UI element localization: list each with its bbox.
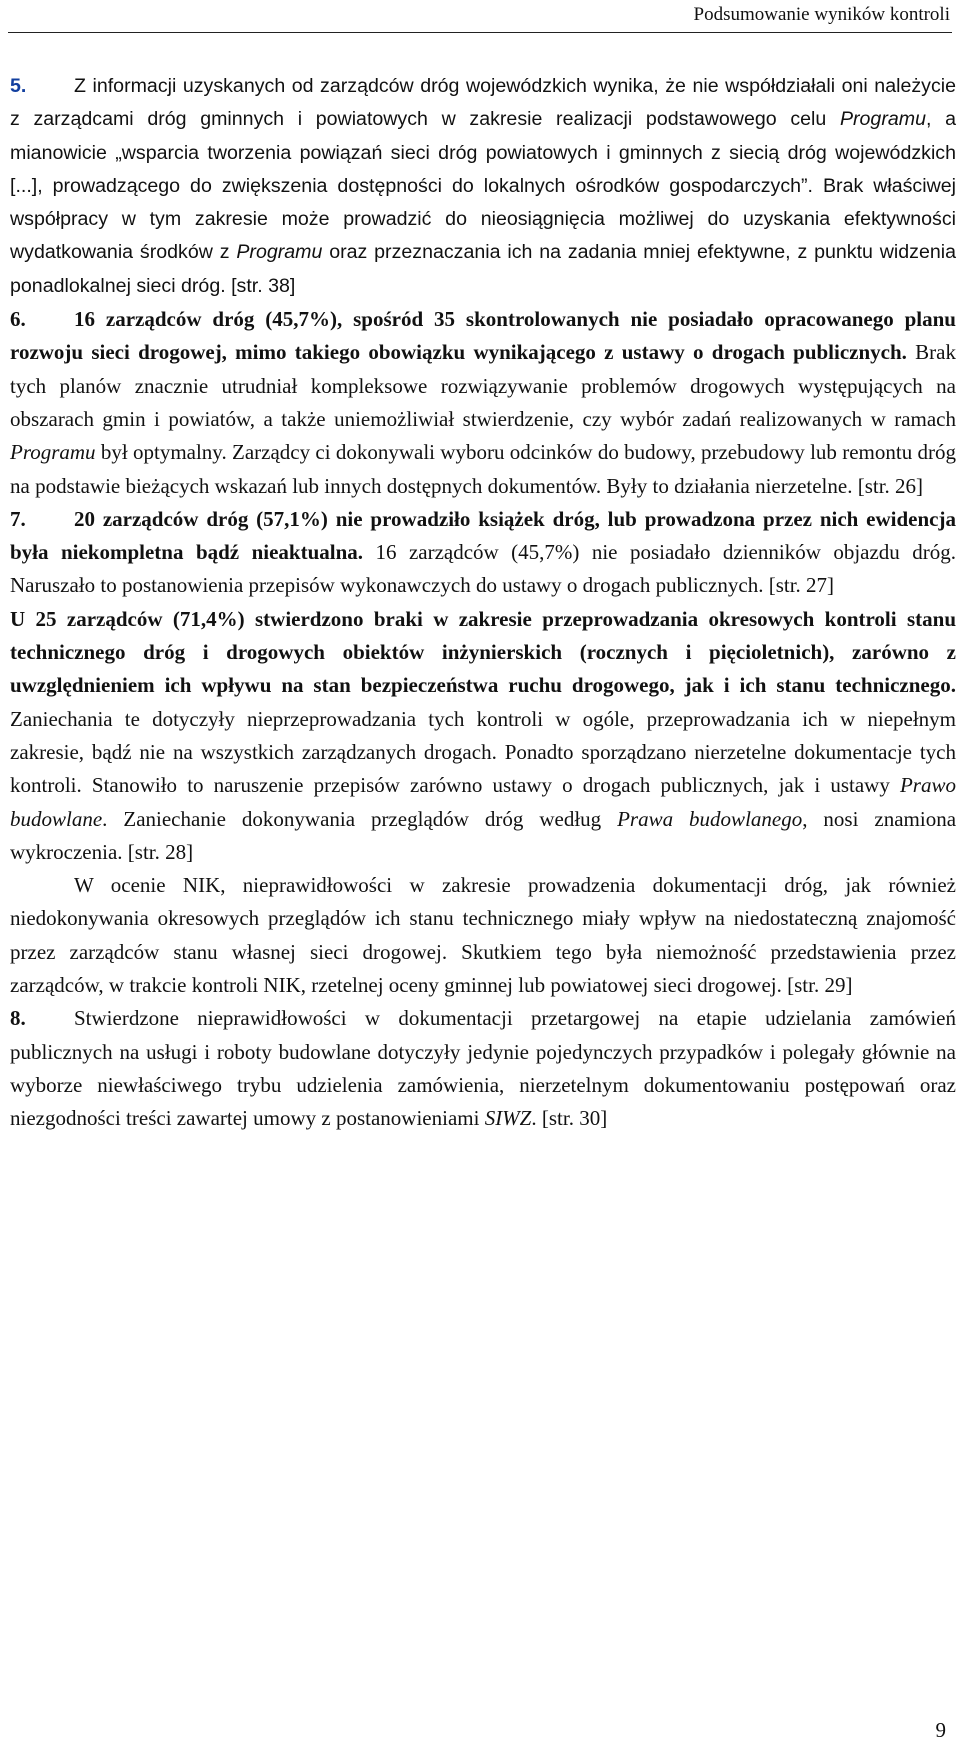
paragraph-7b: [10, 603, 956, 869]
text-run: . [str. 30]: [531, 1106, 608, 1131]
text-run: W ocenie NIK, nieprawidłowości w zakresie prowadzenia dokumentacji dróg, jak również niedokonywania okresowych przeglądów ich stanu technicznego miały wpływ na niedostateczną znajomość przez zarządców stanu własnej sieci drogowej. Skutkiem tego była niemożność przedstawienia przez zarządców, w trakcie kontroli NIK, rzetelnej oceny gminnej lub powiatowej sieci drogowej. [str. 29]: [10, 873, 956, 998]
text-run: 16 zarządców (45,7%) nie posiadało dzienników objazdu dróg. Naruszało to postanowienia przepisów wykonawczych do ustawy o drogach publicznych. [str. 27]: [10, 540, 957, 598]
paragraph-7: [10, 503, 956, 603]
text-run: Brak właściwej współpracy w tym zakresie może prowadzić do nieosiągnięcia możliwej do uzyskania efektywności wydatkowania środków z: [10, 174, 956, 264]
paragraph-8: [10, 1002, 956, 1135]
paragraph-5: [10, 70, 956, 303]
text-run-bold: U 25 zarządców (71,4%) stwierdzono braki w zakresie przeprowadzania okresowych kontroli stanu technicznego dróg i drogowych obiektów inżynierskich (rocznych i pięcioletnich), zarówno z uwzględnieniem ich wpływu na stan bezpieczeństwa ruchu drogowego, jak i ich stanu technicznego.: [10, 606, 956, 698]
text-run-italic: Programu: [839, 108, 926, 131]
text-run: Brak tych planów znacznie utrudniał kompleksowe rozwiązywanie problemów drogowych występujących na obszarach gmin i powiatów, a także uniemożliwiał stwierdzenie, czy wybór zadań realizowanych w ramach: [10, 340, 956, 431]
text-run-italic: Programu: [10, 440, 96, 465]
paragraph-7c: [10, 869, 956, 1002]
text-run: , a mianowicie „wsparcia tworzenia powiązań sieci dróg powiatowych i gminnych z siecią dróg wojewódzkich [...], prowadzącego do zwiększenia dostępności do lokalnych ośrodków gospodarczych”.: [10, 108, 956, 197]
paragraph-6: [10, 303, 956, 503]
text-run-italic: Programu: [236, 241, 323, 264]
text-run: Z informacji uzyskanych od zarządców dróg wojewódzkich wynika, że nie współdziałali oni należycie z zarządcami dróg gminnych i powiatowych w zakresie realizacji podstawowego celu: [10, 75, 956, 131]
text-run-italic: SIWZ: [484, 1106, 532, 1131]
text-run-bold: 16 zarządców dróg (45,7%), spośród 35 skontrolowanych nie posiadało opracowanego planu rozwoju sieci drogowej, mimo takiego obowiązku wynikającego z ustawy o drogach publicznych.: [10, 307, 956, 365]
text-run: , nosi znamiona wykroczenia. [str. 28]: [10, 806, 957, 864]
page-number: 9: [935, 1718, 946, 1742]
page-header: [8, 2, 952, 33]
text-run-italic: Prawa budowlanego: [617, 806, 803, 831]
text-run-italic: Prawo budowlane: [10, 773, 956, 831]
text-run: Stwierdzone nieprawidłowości w dokumentacji przetargowej na etapie udzielania zamówień publicznych na usługi i roboty budowlane dotyczyły jedynie pojedynczych przypadków i polegały głównie na wyborze niewłaściwego trybu udzielenia zamówienia, nierzetelnym dokumentowaniu postępowań oraz niezgodności treści zawartej umowy z postanowieniami: [10, 1006, 956, 1131]
text-run: był optymalny. Zarządcy ci dokonywali wyboru odcinków do budowy, przebudowy lub remontu dróg na podstawie bieżących wskazań lub innych dostępnych dokumentów. Były to działania nierzetelne. [str. 26]: [10, 440, 956, 498]
text-run: . Zaniechanie dokonywania przeglądów dróg według: [102, 806, 618, 831]
text-run: Zaniechania te dotyczyły nieprzeprowadzania tych kontroli w ogóle, przeprowadzania ich w niepełnym zakresie, bądź nie na wszystkich zarządzanych drogach. Ponadto sporządzano nierzetelne dokumentacje tych kontroli. Stanowiło to naruszenie przepisów zarówno ustawy o drogach publicznych, jak i ustawy: [10, 706, 956, 798]
header-title: Podsumowanie wyników kontroli: [693, 4, 950, 25]
paragraph-number: 6.: [10, 307, 26, 332]
paragraph-number: 7.: [10, 506, 26, 531]
paragraph-number: 5.: [10, 75, 27, 97]
text-run: oraz przeznaczania ich na zadania mniej efektywne, z punktu widzenia ponadlokalnej sieci dróg. [str. 38]: [10, 241, 956, 297]
text-run-bold: 20 zarządców dróg (57,1%) nie prowadziło książek dróg, lub prowadzona przez nich ewidencja była niekompletna bądź nieaktualna.: [10, 506, 956, 565]
document-body: [10, 70, 956, 1136]
paragraph-number: 8.: [10, 1006, 26, 1031]
